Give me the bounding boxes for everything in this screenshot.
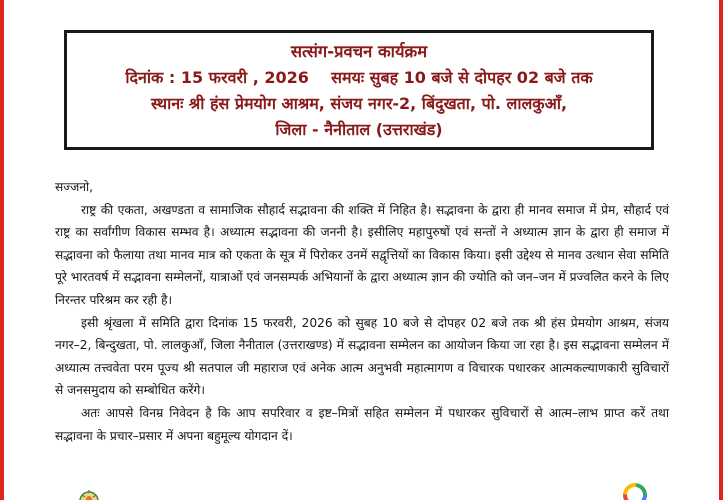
brand-logo-icon: [620, 480, 650, 500]
letter-greeting: सज्जनो,: [55, 180, 94, 194]
organization-emblem-icon: [78, 486, 100, 500]
letter-paragraph-3: अतः आपसे विनम्र निवेदन है कि आप सपरिवार व इष्ट–मित्रों सहित सम्मेलन में पधारकर सुविचारों से आत्म–लाभ प्राप्त करें तथा सद्भावना के प्रचार–प्रसार में अपना बहुमूल्य योगदान दें।: [55, 405, 669, 443]
letter-paragraph-1: राष्ट्र की एकता, अखण्डता व सामाजिक सौहार्द सद्भावना की शक्ति में निहित है। सद्भावना के द्वारा ही मानव समाज में प्रेम, सौहार्द एवं राष्ट्र का सर्वांगीण विकास सम्भव है। अध्यात्म सद्भावना की जननी है। इसीलिए महापुरुषों एवं सन्तों ने अध्यात्म ज्ञान के द्वारा ही समाज में सद्भावना को फैलाया तथा मानव मात्र को एकता के सूत्र में पिरोकर उनमें सद्वृत्तियों का विकास किया। इसी उद्देश्य से मानव उत्थान सेवा समिति पूरे भारतवर्ष में सद्भावना सम्मेलनों, यात्राओं एवं जनसम्पर्क अभियानों के द्वारा अध्यात्म ज्ञान की ज्योति को जन–जन में प्रज्वलित करने के लिए निरन्तर परिश्रम कर रही है।: [55, 202, 669, 307]
invitation-letter: [55, 176, 669, 447]
event-header-box: [64, 30, 654, 150]
event-venue: स्थानः श्री हंस प्रेमयोग आश्रम, संजय नगर-2, बिंदुखता, पो. लालकुआँ,: [150, 94, 568, 113]
right-frame-border: [719, 0, 723, 500]
letter-paragraph-2: इसी श्रृंखला में समिति द्वारा दिनांक 15 फरवरी, 2026 को सुबह 10 बजे से दोपहर 02 बजे तक श्री हंस प्रेमयोग आश्रम, संजय नगर–2, बिन्दुखता, पो. लालकुआँ, जिला नैनीताल (उत्तराखण्ड) में सद्भावना सम्मेलन का आयोजन किया जा रहा है। इस सद्भावना सम्मेलन में अध्यात्म तत्त्ववेता परम पूज्य श्री सतपाल जी महाराज एवं अनेक आत्म अनुभवी महात्मागण व विचारक पधारकर आत्मकल्याणकारी सुविचारों से जनसमुदाय को सम्बोधित करेंगे।: [55, 315, 669, 398]
event-district: जिला - नैनीताल (उत्तराखंड): [275, 120, 443, 139]
event-title: सत्संग-प्रवचन कार्यक्रम: [290, 42, 428, 61]
event-date-time: दिनांक : 15 फरवरी , 2026 समयः सुबह 10 बजे से दोपहर 02 बजे तक: [125, 68, 593, 87]
left-frame-border: [0, 0, 4, 500]
